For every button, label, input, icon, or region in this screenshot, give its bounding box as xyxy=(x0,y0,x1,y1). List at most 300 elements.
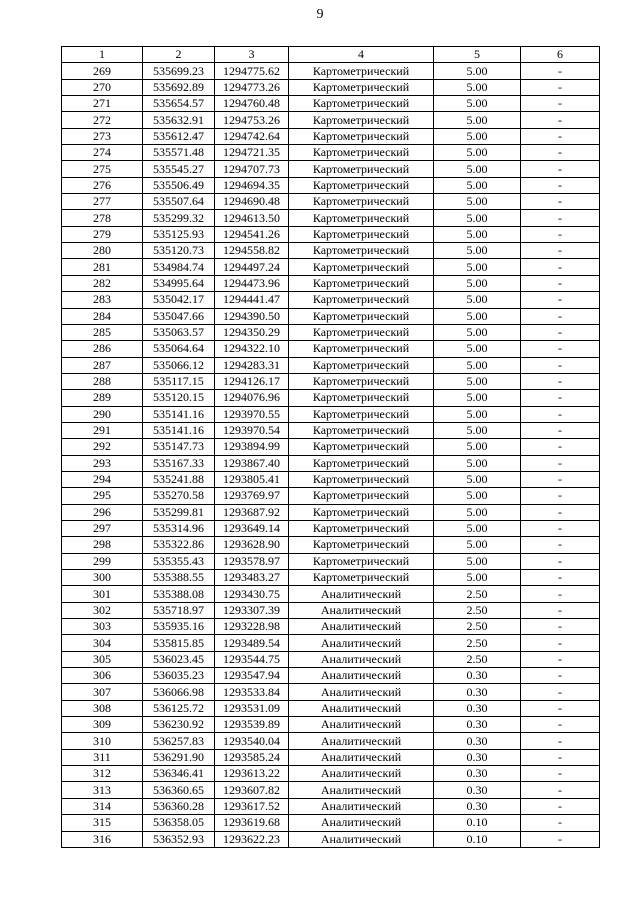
method-cell: Картометрический xyxy=(289,570,434,586)
point-number-cell: 314 xyxy=(62,798,143,814)
point-number-cell: 307 xyxy=(62,684,143,700)
note-cell: - xyxy=(521,406,600,422)
table-row xyxy=(62,373,600,389)
point-number-cell: 301 xyxy=(62,586,143,602)
y-coordinate-cell: 1293483.27 xyxy=(215,570,289,586)
column-header: 3 xyxy=(215,47,289,63)
note-cell: - xyxy=(521,79,600,95)
table-row xyxy=(62,112,600,128)
note-cell: - xyxy=(521,684,600,700)
accuracy-cell: 0.30 xyxy=(434,733,521,749)
header-row xyxy=(62,47,600,63)
y-coordinate-cell: 1293307.39 xyxy=(215,602,289,618)
accuracy-cell: 0.30 xyxy=(434,749,521,765)
point-number-cell: 302 xyxy=(62,602,143,618)
y-coordinate-cell: 1294350.29 xyxy=(215,324,289,340)
method-cell: Аналитический xyxy=(289,733,434,749)
note-cell: - xyxy=(521,226,600,242)
x-coordinate-cell: 536125.72 xyxy=(143,700,215,716)
accuracy-cell: 0.30 xyxy=(434,684,521,700)
x-coordinate-cell: 535388.55 xyxy=(143,570,215,586)
table-row xyxy=(62,782,600,798)
table-row xyxy=(62,455,600,471)
note-cell: - xyxy=(521,488,600,504)
accuracy-cell: 0.30 xyxy=(434,717,521,733)
table-row xyxy=(62,439,600,455)
accuracy-cell: 5.00 xyxy=(434,553,521,569)
x-coordinate-cell: 536291.90 xyxy=(143,749,215,765)
table-row xyxy=(62,259,600,275)
note-cell: - xyxy=(521,815,600,831)
accuracy-cell: 5.00 xyxy=(434,537,521,553)
table-row xyxy=(62,128,600,144)
note-cell: - xyxy=(521,210,600,226)
y-coordinate-cell: 1293617.52 xyxy=(215,798,289,814)
table-row xyxy=(62,422,600,438)
point-number-cell: 315 xyxy=(62,815,143,831)
method-cell: Картометрический xyxy=(289,194,434,210)
point-number-cell: 291 xyxy=(62,422,143,438)
method-cell: Картометрический xyxy=(289,243,434,259)
table-row xyxy=(62,668,600,684)
note-cell: - xyxy=(521,324,600,340)
y-coordinate-cell: 1294283.31 xyxy=(215,357,289,373)
method-cell: Картометрический xyxy=(289,112,434,128)
accuracy-cell: 5.00 xyxy=(434,308,521,324)
y-coordinate-cell: 1294721.35 xyxy=(215,145,289,161)
x-coordinate-cell: 535299.32 xyxy=(143,210,215,226)
note-cell: - xyxy=(521,668,600,684)
note-cell: - xyxy=(521,831,600,847)
note-cell: - xyxy=(521,619,600,635)
x-coordinate-cell: 535718.97 xyxy=(143,602,215,618)
method-cell: Аналитический xyxy=(289,782,434,798)
method-cell: Картометрический xyxy=(289,455,434,471)
y-coordinate-cell: 1293531.09 xyxy=(215,700,289,716)
y-coordinate-cell: 1293578.97 xyxy=(215,553,289,569)
accuracy-cell: 0.30 xyxy=(434,668,521,684)
y-coordinate-cell: 1294613.50 xyxy=(215,210,289,226)
method-cell: Аналитический xyxy=(289,815,434,831)
table-row xyxy=(62,210,600,226)
note-cell: - xyxy=(521,145,600,161)
table-row xyxy=(62,390,600,406)
x-coordinate-cell: 535042.17 xyxy=(143,292,215,308)
note-cell: - xyxy=(521,422,600,438)
method-cell: Аналитический xyxy=(289,619,434,635)
point-number-cell: 311 xyxy=(62,749,143,765)
x-coordinate-cell: 536035.23 xyxy=(143,668,215,684)
x-coordinate-cell: 535314.96 xyxy=(143,520,215,536)
y-coordinate-cell: 1293533.84 xyxy=(215,684,289,700)
x-coordinate-cell: 534984.74 xyxy=(143,259,215,275)
method-cell: Аналитический xyxy=(289,651,434,667)
point-number-cell: 280 xyxy=(62,243,143,259)
y-coordinate-cell: 1294690.48 xyxy=(215,194,289,210)
column-header: 1 xyxy=(62,47,143,63)
x-coordinate-cell: 535120.73 xyxy=(143,243,215,259)
table-row xyxy=(62,488,600,504)
accuracy-cell: 5.00 xyxy=(434,63,521,79)
x-coordinate-cell: 535120.15 xyxy=(143,390,215,406)
method-cell: Аналитический xyxy=(289,602,434,618)
note-cell: - xyxy=(521,96,600,112)
note-cell: - xyxy=(521,471,600,487)
y-coordinate-cell: 1294497.24 xyxy=(215,259,289,275)
accuracy-cell: 5.00 xyxy=(434,406,521,422)
x-coordinate-cell: 535692.89 xyxy=(143,79,215,95)
note-cell: - xyxy=(521,390,600,406)
table-row xyxy=(62,831,600,847)
accuracy-cell: 5.00 xyxy=(434,177,521,193)
y-coordinate-cell: 1294076.96 xyxy=(215,390,289,406)
note-cell: - xyxy=(521,194,600,210)
y-coordinate-cell: 1293628.90 xyxy=(215,537,289,553)
accuracy-cell: 2.50 xyxy=(434,635,521,651)
point-number-cell: 283 xyxy=(62,292,143,308)
point-number-cell: 286 xyxy=(62,341,143,357)
table-row xyxy=(62,177,600,193)
note-cell: - xyxy=(521,553,600,569)
y-coordinate-cell: 1293547.94 xyxy=(215,668,289,684)
y-coordinate-cell: 1294760.48 xyxy=(215,96,289,112)
point-number-cell: 300 xyxy=(62,570,143,586)
table-row xyxy=(62,161,600,177)
accuracy-cell: 5.00 xyxy=(434,455,521,471)
y-coordinate-cell: 1294126.17 xyxy=(215,373,289,389)
x-coordinate-cell: 535545.27 xyxy=(143,161,215,177)
accuracy-cell: 2.50 xyxy=(434,602,521,618)
accuracy-cell: 5.00 xyxy=(434,194,521,210)
method-cell: Аналитический xyxy=(289,831,434,847)
point-number-cell: 308 xyxy=(62,700,143,716)
method-cell: Картометрический xyxy=(289,390,434,406)
method-cell: Картометрический xyxy=(289,128,434,144)
method-cell: Картометрический xyxy=(289,357,434,373)
x-coordinate-cell: 535270.58 xyxy=(143,488,215,504)
accuracy-cell: 2.50 xyxy=(434,586,521,602)
x-coordinate-cell: 535299.81 xyxy=(143,504,215,520)
method-cell: Картометрический xyxy=(289,259,434,275)
point-number-cell: 304 xyxy=(62,635,143,651)
x-coordinate-cell: 536360.28 xyxy=(143,798,215,814)
note-cell: - xyxy=(521,243,600,259)
y-coordinate-cell: 1293613.22 xyxy=(215,766,289,782)
x-coordinate-cell: 535654.57 xyxy=(143,96,215,112)
method-cell: Картометрический xyxy=(289,324,434,340)
x-coordinate-cell: 535047.66 xyxy=(143,308,215,324)
accuracy-cell: 0.30 xyxy=(434,782,521,798)
note-cell: - xyxy=(521,161,600,177)
note-cell: - xyxy=(521,782,600,798)
note-cell: - xyxy=(521,766,600,782)
accuracy-cell: 2.50 xyxy=(434,619,521,635)
point-number-cell: 275 xyxy=(62,161,143,177)
accuracy-cell: 5.00 xyxy=(434,259,521,275)
y-coordinate-cell: 1293619.68 xyxy=(215,815,289,831)
x-coordinate-cell: 536023.45 xyxy=(143,651,215,667)
table-row xyxy=(62,717,600,733)
note-cell: - xyxy=(521,700,600,716)
table-row xyxy=(62,733,600,749)
point-number-cell: 287 xyxy=(62,357,143,373)
y-coordinate-cell: 1293607.82 xyxy=(215,782,289,798)
x-coordinate-cell: 535322.86 xyxy=(143,537,215,553)
table-row xyxy=(62,553,600,569)
method-cell: Картометрический xyxy=(289,96,434,112)
x-coordinate-cell: 536360.65 xyxy=(143,782,215,798)
point-number-cell: 298 xyxy=(62,537,143,553)
point-number-cell: 316 xyxy=(62,831,143,847)
method-cell: Картометрический xyxy=(289,226,434,242)
x-coordinate-cell: 536230.92 xyxy=(143,717,215,733)
x-coordinate-cell: 535141.16 xyxy=(143,422,215,438)
x-coordinate-cell: 536066.98 xyxy=(143,684,215,700)
method-cell: Картометрический xyxy=(289,504,434,520)
y-coordinate-cell: 1293805.41 xyxy=(215,471,289,487)
table-row xyxy=(62,684,600,700)
note-cell: - xyxy=(521,798,600,814)
accuracy-cell: 5.00 xyxy=(434,324,521,340)
y-coordinate-cell: 1293622.23 xyxy=(215,831,289,847)
accuracy-cell: 5.00 xyxy=(434,275,521,291)
point-number-cell: 276 xyxy=(62,177,143,193)
x-coordinate-cell: 535632.91 xyxy=(143,112,215,128)
accuracy-cell: 0.30 xyxy=(434,700,521,716)
method-cell: Картометрический xyxy=(289,537,434,553)
y-coordinate-cell: 1294441.47 xyxy=(215,292,289,308)
column-header: 6 xyxy=(521,47,600,63)
coordinates-table xyxy=(61,46,600,848)
table-row xyxy=(62,537,600,553)
note-cell: - xyxy=(521,128,600,144)
method-cell: Картометрический xyxy=(289,308,434,324)
table-row xyxy=(62,520,600,536)
note-cell: - xyxy=(521,586,600,602)
table-row xyxy=(62,226,600,242)
point-number-cell: 303 xyxy=(62,619,143,635)
accuracy-cell: 5.00 xyxy=(434,390,521,406)
note-cell: - xyxy=(521,537,600,553)
method-cell: Аналитический xyxy=(289,717,434,733)
x-coordinate-cell: 535066.12 xyxy=(143,357,215,373)
point-number-cell: 295 xyxy=(62,488,143,504)
method-cell: Картометрический xyxy=(289,79,434,95)
table-row xyxy=(62,243,600,259)
x-coordinate-cell: 536352.93 xyxy=(143,831,215,847)
point-number-cell: 296 xyxy=(62,504,143,520)
y-coordinate-cell: 1293649.14 xyxy=(215,520,289,536)
accuracy-cell: 5.00 xyxy=(434,128,521,144)
method-cell: Аналитический xyxy=(289,766,434,782)
table-row xyxy=(62,308,600,324)
note-cell: - xyxy=(521,259,600,275)
table-row xyxy=(62,619,600,635)
accuracy-cell: 5.00 xyxy=(434,161,521,177)
x-coordinate-cell: 535571.48 xyxy=(143,145,215,161)
method-cell: Картометрический xyxy=(289,177,434,193)
note-cell: - xyxy=(521,570,600,586)
x-coordinate-cell: 535355.43 xyxy=(143,553,215,569)
x-coordinate-cell: 535506.49 xyxy=(143,177,215,193)
accuracy-cell: 2.50 xyxy=(434,651,521,667)
y-coordinate-cell: 1294753.26 xyxy=(215,112,289,128)
table-row xyxy=(62,815,600,831)
point-number-cell: 271 xyxy=(62,96,143,112)
accuracy-cell: 5.00 xyxy=(434,520,521,536)
table-row xyxy=(62,324,600,340)
accuracy-cell: 5.00 xyxy=(434,341,521,357)
method-cell: Картометрический xyxy=(289,373,434,389)
x-coordinate-cell: 536358.05 xyxy=(143,815,215,831)
accuracy-cell: 5.00 xyxy=(434,570,521,586)
point-number-cell: 293 xyxy=(62,455,143,471)
method-cell: Картометрический xyxy=(289,406,434,422)
table-row xyxy=(62,406,600,422)
point-number-cell: 306 xyxy=(62,668,143,684)
y-coordinate-cell: 1293970.55 xyxy=(215,406,289,422)
y-coordinate-cell: 1293970.54 xyxy=(215,422,289,438)
y-coordinate-cell: 1294773.26 xyxy=(215,79,289,95)
point-number-cell: 285 xyxy=(62,324,143,340)
method-cell: Картометрический xyxy=(289,210,434,226)
point-number-cell: 294 xyxy=(62,471,143,487)
y-coordinate-cell: 1293894.99 xyxy=(215,439,289,455)
column-header: 2 xyxy=(143,47,215,63)
table-row xyxy=(62,700,600,716)
y-coordinate-cell: 1293430.75 xyxy=(215,586,289,602)
x-coordinate-cell: 534995.64 xyxy=(143,275,215,291)
note-cell: - xyxy=(521,504,600,520)
y-coordinate-cell: 1293544.75 xyxy=(215,651,289,667)
point-number-cell: 313 xyxy=(62,782,143,798)
point-number-cell: 289 xyxy=(62,390,143,406)
note-cell: - xyxy=(521,357,600,373)
y-coordinate-cell: 1294707.73 xyxy=(215,161,289,177)
table-row xyxy=(62,504,600,520)
accuracy-cell: 0.10 xyxy=(434,831,521,847)
method-cell: Аналитический xyxy=(289,749,434,765)
point-number-cell: 269 xyxy=(62,63,143,79)
x-coordinate-cell: 536346.41 xyxy=(143,766,215,782)
x-coordinate-cell: 535699.23 xyxy=(143,63,215,79)
method-cell: Картометрический xyxy=(289,439,434,455)
method-cell: Аналитический xyxy=(289,586,434,602)
table-row xyxy=(62,651,600,667)
accuracy-cell: 5.00 xyxy=(434,422,521,438)
y-coordinate-cell: 1294558.82 xyxy=(215,243,289,259)
point-number-cell: 309 xyxy=(62,717,143,733)
accuracy-cell: 5.00 xyxy=(434,439,521,455)
page-number: 9 xyxy=(316,7,324,22)
note-cell: - xyxy=(521,733,600,749)
accuracy-cell: 5.00 xyxy=(434,96,521,112)
column-header: 4 xyxy=(289,47,434,63)
point-number-cell: 292 xyxy=(62,439,143,455)
y-coordinate-cell: 1294694.35 xyxy=(215,177,289,193)
method-cell: Аналитический xyxy=(289,684,434,700)
y-coordinate-cell: 1293540.04 xyxy=(215,733,289,749)
method-cell: Картометрический xyxy=(289,275,434,291)
point-number-cell: 297 xyxy=(62,520,143,536)
x-coordinate-cell: 536257.83 xyxy=(143,733,215,749)
method-cell: Картометрический xyxy=(289,553,434,569)
y-coordinate-cell: 1293687.92 xyxy=(215,504,289,520)
accuracy-cell: 0.30 xyxy=(434,798,521,814)
method-cell: Картометрический xyxy=(289,63,434,79)
point-number-cell: 310 xyxy=(62,733,143,749)
x-coordinate-cell: 535125.93 xyxy=(143,226,215,242)
table-row xyxy=(62,602,600,618)
x-coordinate-cell: 535241.88 xyxy=(143,471,215,487)
accuracy-cell: 0.10 xyxy=(434,815,521,831)
x-coordinate-cell: 535064.64 xyxy=(143,341,215,357)
point-number-cell: 272 xyxy=(62,112,143,128)
note-cell: - xyxy=(521,177,600,193)
method-cell: Аналитический xyxy=(289,635,434,651)
point-number-cell: 282 xyxy=(62,275,143,291)
method-cell: Аналитический xyxy=(289,798,434,814)
point-number-cell: 290 xyxy=(62,406,143,422)
method-cell: Картометрический xyxy=(289,145,434,161)
note-cell: - xyxy=(521,455,600,471)
accuracy-cell: 5.00 xyxy=(434,357,521,373)
x-coordinate-cell: 535388.08 xyxy=(143,586,215,602)
point-number-cell: 281 xyxy=(62,259,143,275)
y-coordinate-cell: 1293585.24 xyxy=(215,749,289,765)
table-row xyxy=(62,798,600,814)
point-number-cell: 312 xyxy=(62,766,143,782)
accuracy-cell: 0.30 xyxy=(434,766,521,782)
y-coordinate-cell: 1293489.54 xyxy=(215,635,289,651)
note-cell: - xyxy=(521,635,600,651)
point-number-cell: 274 xyxy=(62,145,143,161)
point-number-cell: 305 xyxy=(62,651,143,667)
accuracy-cell: 5.00 xyxy=(434,292,521,308)
accuracy-cell: 5.00 xyxy=(434,471,521,487)
point-number-cell: 284 xyxy=(62,308,143,324)
table-row xyxy=(62,471,600,487)
method-cell: Аналитический xyxy=(289,700,434,716)
point-number-cell: 270 xyxy=(62,79,143,95)
y-coordinate-cell: 1294473.96 xyxy=(215,275,289,291)
y-coordinate-cell: 1294322.10 xyxy=(215,341,289,357)
note-cell: - xyxy=(521,112,600,128)
method-cell: Картометрический xyxy=(289,292,434,308)
table-row xyxy=(62,194,600,210)
x-coordinate-cell: 535117.15 xyxy=(143,373,215,389)
point-number-cell: 278 xyxy=(62,210,143,226)
note-cell: - xyxy=(521,63,600,79)
y-coordinate-cell: 1294775.62 xyxy=(215,63,289,79)
method-cell: Картометрический xyxy=(289,341,434,357)
note-cell: - xyxy=(521,373,600,389)
accuracy-cell: 5.00 xyxy=(434,243,521,259)
x-coordinate-cell: 535507.64 xyxy=(143,194,215,210)
y-coordinate-cell: 1293228.98 xyxy=(215,619,289,635)
accuracy-cell: 5.00 xyxy=(434,210,521,226)
method-cell: Картометрический xyxy=(289,161,434,177)
table-row xyxy=(62,79,600,95)
point-number-cell: 288 xyxy=(62,373,143,389)
x-coordinate-cell: 535935.16 xyxy=(143,619,215,635)
method-cell: Картометрический xyxy=(289,520,434,536)
note-cell: - xyxy=(521,749,600,765)
x-coordinate-cell: 535167.33 xyxy=(143,455,215,471)
table-row xyxy=(62,96,600,112)
accuracy-cell: 5.00 xyxy=(434,488,521,504)
table-row xyxy=(62,586,600,602)
